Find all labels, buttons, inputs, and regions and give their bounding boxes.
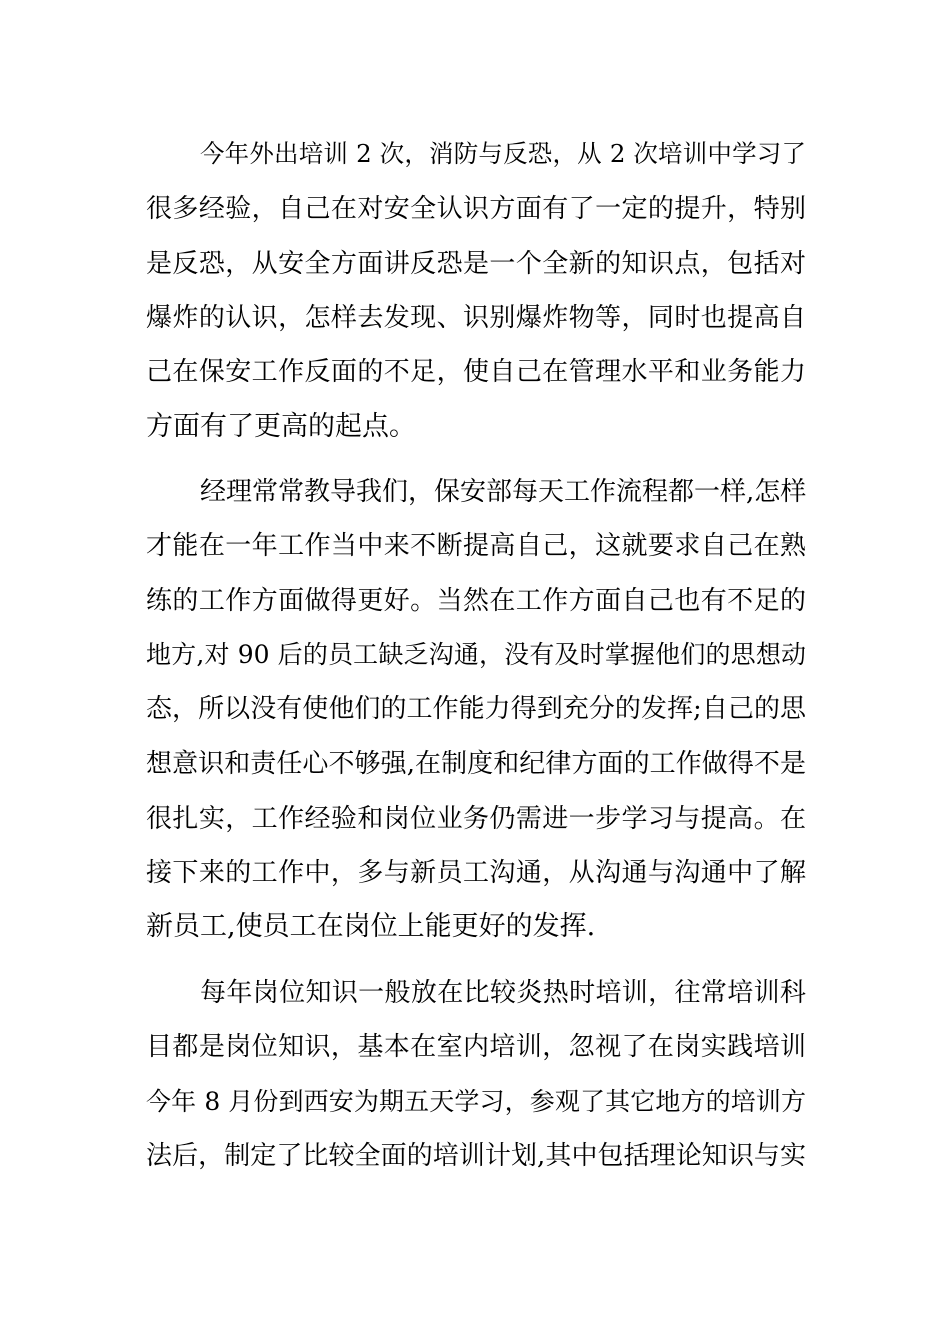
- text-line: 接下来的工作中，多与新员工沟通，从沟通与沟通中了解: [146, 858, 806, 888]
- text-line: 练的工作方面做得更好。当然在工作方面自己也有不足的: [146, 586, 806, 616]
- text-line: 法后，制定了比较全面的培训计划,其中包括理论知识与实: [146, 1141, 806, 1171]
- text-line: 很多经验，自己在对安全认识方面有了一定的提升，特别: [146, 194, 806, 224]
- text-line: 想意识和责任心不够强,在制度和纪律方面的工作做得不是: [146, 749, 806, 779]
- text-line: 今年 8 月份到西安为期五天学习，参观了其它地方的培训方: [146, 1087, 806, 1116]
- text-line: 地方,对 90 后的员工缺乏沟通，没有及时掌握他们的思想动: [146, 640, 806, 669]
- text-line: 爆炸的认识，怎样去发现、识别爆炸物等，同时也提高自: [146, 303, 806, 333]
- text-line: 今年外出培训 2 次，消防与反恐，从 2 次培训中学习了: [200, 139, 806, 168]
- text-line: 每年岗位知识一般放在比较炎热时培训，往常培训科: [200, 978, 806, 1008]
- text-line: 新员工,使员工在岗位上能更好的发挥.: [146, 911, 596, 942]
- text-line: 目都是岗位知识，基本在室内培训，忽视了在岗实践培训: [146, 1032, 806, 1062]
- text-line: 态，所以没有使他们的工作能力得到充分的发挥;自己的思: [146, 694, 806, 724]
- text-line: 方面有了更高的起点。: [146, 411, 416, 442]
- text-line: 很扎实，工作经验和岗位业务仍需进一步学习与提高。在: [146, 804, 806, 834]
- text-line: 经理常常教导我们，保安部每天工作流程都一样,怎样: [200, 477, 807, 507]
- text-line: 己在保安工作反面的不足，使自己在管理水平和业务能力: [146, 357, 806, 387]
- text-line: 是反恐，从安全方面讲反恐是一个全新的知识点，包括对: [146, 249, 806, 279]
- text-line: 才能在一年工作当中来不断提高自己，这就要求自己在熟: [146, 531, 806, 561]
